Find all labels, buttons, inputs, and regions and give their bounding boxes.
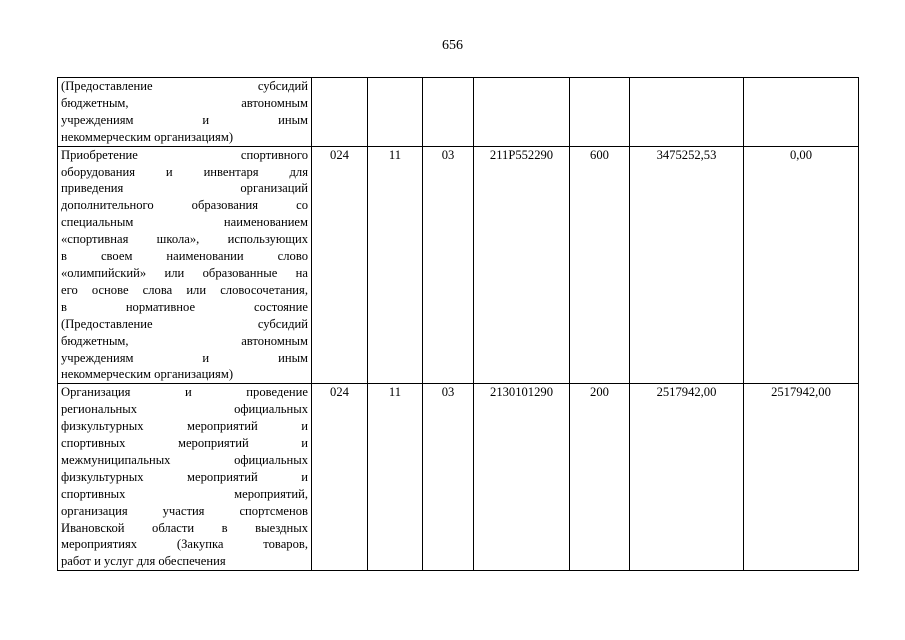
- expense-name-line: межмуниципальных официальных: [61, 452, 308, 467]
- section-cell: 11: [368, 146, 423, 384]
- expense-name-line: его основе слова или словосочетания,: [61, 282, 308, 297]
- expense-name-line: некоммерческим организациям): [61, 367, 234, 382]
- expense-name-line: физкультурных мероприятий и: [61, 469, 308, 484]
- expense-name-line: в нормативное состояние: [61, 299, 308, 314]
- expense-name-line: специальным наименованием: [61, 215, 308, 230]
- expense-name-line: дополнительного образования со: [61, 198, 308, 213]
- expense-name-line: Приобретение спортивного: [61, 147, 308, 162]
- expense-name-line: мероприятиях (Закупка товаров,: [61, 537, 308, 552]
- table-body: [58, 78, 859, 571]
- table-row: [58, 78, 859, 147]
- section-cell: 11: [368, 384, 423, 571]
- expense-name-line: бюджетным, автономным: [61, 333, 308, 348]
- subsection-cell: [423, 78, 474, 147]
- code-cell: 024: [312, 384, 368, 571]
- code-cell: 024: [312, 146, 368, 384]
- expense-type-cell: [570, 78, 630, 147]
- expense-name-line: бюджетным, автономным: [61, 95, 308, 110]
- expense-name-cell: [58, 78, 312, 147]
- expense-name-line: в своем наименовании слово: [61, 249, 308, 264]
- expense-name-line: учреждениям и иным: [61, 350, 308, 365]
- amount-2-cell: 0,00: [744, 146, 859, 384]
- code-cell: [312, 78, 368, 147]
- amount-1-cell: 2517942,00: [630, 384, 744, 571]
- amount-2-cell: [744, 78, 859, 147]
- expense-name-cell: [58, 384, 312, 571]
- subsection-cell: 03: [423, 146, 474, 384]
- subsection-cell: 03: [423, 384, 474, 571]
- table-row: [58, 384, 859, 571]
- expense-name-line: Организация и проведение: [61, 385, 308, 400]
- expense-name-line: «олимпийский» или образованные на: [61, 265, 308, 280]
- expense-name-line: «спортивная школа», использующих: [61, 232, 308, 247]
- expense-type-cell: 600: [570, 146, 630, 384]
- expense-name-line: работ и услуг для обеспечения: [61, 554, 226, 569]
- expense-name-line: (Предоставление субсидий: [61, 316, 308, 331]
- expense-name-line: учреждениям и иным: [61, 112, 308, 127]
- expense-name-line: Ивановской области в выездных: [61, 520, 308, 535]
- expense-name-line: организация участия спортсменов: [61, 503, 308, 518]
- expense-name-line: региональных официальных: [61, 402, 308, 417]
- page-number: 656: [442, 38, 463, 53]
- expense-name-line: некоммерческим организациям): [61, 129, 234, 144]
- table-row: [58, 146, 859, 384]
- budget-table: [57, 77, 859, 571]
- expense-name-line: спортивных мероприятий,: [61, 486, 308, 501]
- target-article-cell: 2130101290: [474, 384, 570, 571]
- section-cell: [368, 78, 423, 147]
- expense-name-cell: [58, 146, 312, 384]
- expense-name-line: (Предоставление субсидий: [61, 79, 308, 93]
- expense-name-line: приведения организаций: [61, 181, 308, 196]
- expense-name-line: физкультурных мероприятий и: [61, 419, 308, 434]
- amount-1-cell: 3475252,53: [630, 146, 744, 384]
- target-article-cell: 211P552290: [474, 146, 570, 384]
- target-article-cell: [474, 78, 570, 147]
- amount-1-cell: [630, 78, 744, 147]
- expense-type-cell: 200: [570, 384, 630, 571]
- expense-name-line: оборудования и инвентаря для: [61, 164, 308, 179]
- expense-name-line: спортивных мероприятий и: [61, 436, 308, 451]
- amount-2-cell: 2517942,00: [744, 384, 859, 571]
